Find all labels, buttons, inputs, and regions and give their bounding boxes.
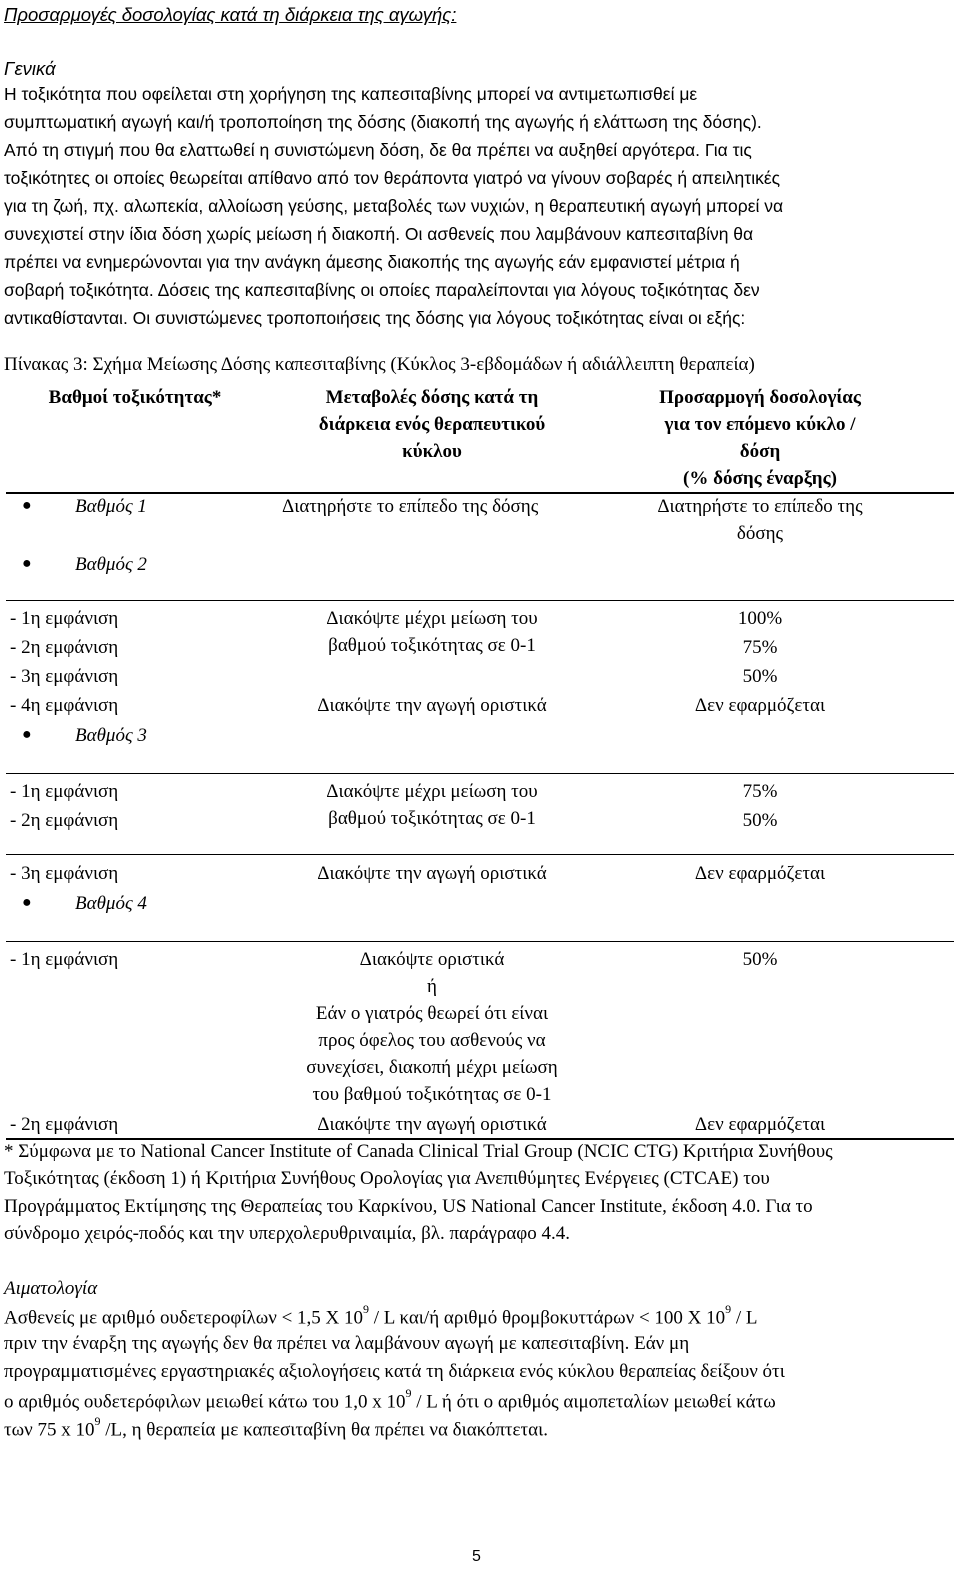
grade-4-change-line: προς όφελος του ασθενούς να bbox=[318, 1030, 546, 1051]
hematology-text: ο αριθμός ουδετερόφιλων μειωθεί κάτω του 1,0 x 10 bbox=[4, 1391, 406, 1413]
hematology-text: / L bbox=[731, 1307, 758, 1329]
hematology-text: / L ή ότι ο αριθμός αιμοπεταλίων μειωθεί κάτω bbox=[411, 1391, 776, 1413]
hematology-text: των 75 x 10 bbox=[4, 1419, 95, 1441]
footnote-line: Προγράμματος Εκτίμησης της Θεραπείας του Καρκίνου, US National Cancer Institute, έκδοση 4.0. Για το bbox=[4, 1196, 813, 1217]
header-dose-adjustment-line: Προσαρμογή δοσολογίας bbox=[659, 387, 861, 408]
general-line: Από τη στιγμή που θα ελαττωθεί η συνιστώμενη δόση, δε θα πρέπει να αυξηθεί αργότερα. Για τις bbox=[4, 140, 752, 160]
grade-3-label: Βαθμός 3 bbox=[75, 725, 147, 746]
footnote-line: * Σύμφωνα με το National Cancer Institute of Canada Clinical Trial Group (NCIC CTG) Κριτήρια Συνήθους bbox=[4, 1141, 833, 1162]
header-dose-change bbox=[282, 384, 582, 465]
general-line: τοξικότητες οι οποίες θεωρείται απίθανο από τον θεράποντα γιατρό να γίνουν σοβαρές ή απειλητικές bbox=[4, 168, 781, 188]
grade-2-change-stop: Διακόψτε την αγωγή οριστικά bbox=[317, 695, 547, 716]
grade-2-occurrence: - 1η εμφάνιση bbox=[10, 608, 119, 629]
superscript: 9 bbox=[405, 1386, 412, 1400]
footnote-line: σύνδρομο χειρός-ποδός και την υπερχολερυθριναιμία, βλ. παράγραφο 4.4. bbox=[4, 1223, 570, 1244]
grade-4-adjust: Δεν εφαρμόζεται bbox=[694, 1114, 826, 1135]
header-dose-adjustment-line: (% δόσης έναρξης) bbox=[683, 468, 837, 489]
general-subheading: Γενικά bbox=[4, 58, 56, 79]
grade-2-change-interrupt bbox=[282, 605, 582, 659]
grade-2-occurrence: - 4η εμφάνιση bbox=[10, 695, 119, 716]
grade-3-change-stop: Διακόψτε την αγωγή οριστικά bbox=[317, 863, 547, 884]
grade-1-label: Βαθμός 1 bbox=[75, 496, 147, 517]
page-number: 5 bbox=[472, 1548, 481, 1565]
header-dose-adjustment bbox=[610, 384, 910, 492]
superscript: 9 bbox=[94, 1414, 101, 1428]
grade-2-change-line: Διακόψτε μέχρι μείωση του bbox=[326, 608, 538, 629]
grade-3-adjust: 75% bbox=[742, 781, 778, 802]
grade-2-adjust: 100% bbox=[737, 608, 783, 629]
table-caption: Πίνακας 3: Σχήμα Μείωσης Δόσης καπεσιταβίνης (Κύκλος 3-εβδομάδων ή αδιάλλειπτη θεραπεία) bbox=[4, 354, 755, 375]
hematology-text: Ασθενείς με αριθμό ουδετεροφίλων < 1,5 X 10 bbox=[4, 1307, 364, 1329]
grade-1-adjust bbox=[620, 493, 900, 547]
grade-3-adjust: Δεν εφαρμόζεται bbox=[694, 863, 826, 884]
superscript: 9 bbox=[363, 1302, 370, 1316]
section-heading: Προσαρμογές δοσολογίας κατά τη διάρκεια της αγωγής: bbox=[4, 4, 457, 25]
grade-1-adjust-line: Διατηρήστε το επίπεδο της bbox=[657, 496, 863, 517]
grade-2-label: Βαθμός 2 bbox=[75, 554, 147, 575]
general-line: Η τοξικότητα που οφείλεται στη χορήγηση της καπεσιταβίνης μπορεί να αντιμετωπισθεί με bbox=[4, 84, 698, 104]
grade-4-change-line: Διακόψτε οριστικά bbox=[359, 949, 505, 970]
grade-3-change-interrupt bbox=[282, 778, 582, 832]
bullet-icon: ● bbox=[22, 555, 32, 572]
grade-4-change-line: συνεχίσει, διακοπή μέχρι μείωση bbox=[306, 1057, 558, 1078]
grade-3-adjust: 50% bbox=[742, 810, 778, 831]
grade-4-adjust: 50% bbox=[742, 949, 778, 970]
header-dose-change-line: κύκλου bbox=[402, 441, 462, 462]
grade-3-occurrence: - 2η εμφάνιση bbox=[10, 810, 119, 831]
grade-4-label: Βαθμός 4 bbox=[75, 893, 147, 914]
grade-1-adjust-line: δόσης bbox=[736, 523, 784, 544]
row-divider bbox=[6, 773, 954, 774]
general-line: συνεχιστεί στην ίδια δόση χωρίς μείωση ή διακοπή. Οι ασθενείς που λαμβάνουν καπεσιταβίνη θα bbox=[4, 224, 754, 244]
grade-4-change-line: ή bbox=[427, 976, 437, 997]
grade-2-occurrence: - 2η εμφάνιση bbox=[10, 637, 119, 658]
row-divider bbox=[6, 941, 954, 942]
grade-3-change-line: Διακόψτε μέχρι μείωση του bbox=[326, 781, 538, 802]
hematology-line bbox=[4, 1414, 548, 1441]
table-bottom-rule bbox=[6, 1138, 954, 1140]
grade-4-change-line: Εάν ο γιατρός θεωρεί ότι είναι bbox=[315, 1003, 549, 1024]
grade-1-change: Διατηρήστε το επίπεδο της δόσης bbox=[282, 496, 539, 517]
grade-2-adjust: 50% bbox=[742, 666, 778, 687]
grade-2-adjust: 75% bbox=[742, 637, 778, 658]
footnote-line: Τοξικότητας (έκδοση 1) ή Κριτήρια Συνήθους Ορολογίας για Ανεπιθύμητες Ενέργειες (CTCAE) του bbox=[4, 1168, 770, 1189]
grade-3-change-line: βαθμού τοξικότητας σε 0-1 bbox=[328, 808, 536, 829]
hematology-line bbox=[4, 1302, 758, 1329]
superscript: 9 bbox=[725, 1302, 732, 1316]
grade-2-adjust: Δεν εφαρμόζεται bbox=[694, 695, 826, 716]
header-dose-change-line: διάρκεια ενός θεραπευτικού bbox=[318, 414, 546, 435]
hematology-line: πριν την έναρξη της αγωγής δεν θα πρέπει να λαμβάνουν αγωγή με καπεσιταβίνη. Εάν μη bbox=[4, 1333, 690, 1354]
grade-4-change-line: του βαθμού τοξικότητας σε 0-1 bbox=[312, 1084, 552, 1105]
general-line: αντικαθίστανται. Οι συνιστώμενες τροποποιήσεις της δόσης για λόγους τοξικότητας είναι οι εξής: bbox=[4, 308, 746, 328]
general-line: συμπτωματική αγωγή και/ή τροποποίηση της δόσης (διακοπή της αγωγής ή ελάττωση της δόσης). bbox=[4, 112, 762, 132]
grade-4-occurrence: - 1η εμφάνιση bbox=[10, 949, 119, 970]
bullet-icon: ● bbox=[22, 497, 32, 514]
header-dose-adjustment-line: δόση bbox=[739, 441, 781, 462]
general-line: πρέπει να ενημερώνονται για την ανάγκη άμεσης διακοπής της αγωγής εάν εμφανιστεί μέτρια ή bbox=[4, 252, 740, 272]
general-line: για τη ζωή, πχ. αλωπεκία, αλλοίωση γεύσης, μεταβολές των νυχιών, η θεραπευτική αγωγή μπορεί να bbox=[4, 196, 784, 216]
general-line: σοβαρή τοξικότητα. Δόσεις της καπεσιταβίνης οι οποίες παραλείπονται για λόγους τοξικότητας δεν bbox=[4, 280, 760, 300]
grade-4-change-stop: Διακόψτε την αγωγή οριστικά bbox=[317, 1114, 547, 1135]
grade-2-change-line: βαθμού τοξικότητας σε 0-1 bbox=[328, 635, 536, 656]
row-divider bbox=[6, 854, 954, 855]
hematology-subheading: Αιματολογία bbox=[4, 1278, 98, 1299]
hematology-text: /L, η θεραπεία με καπεσιταβίνη θα πρέπει να διακόπτεται. bbox=[100, 1419, 548, 1441]
grade-4-occurrence: - 2η εμφάνιση bbox=[10, 1114, 119, 1135]
hematology-text: / L και/ή αριθμό θρομβοκυττάρων < 100 X 10 bbox=[369, 1307, 726, 1329]
hematology-line: προγραμματισμένες εργαστηριακές αξιολογήσεις κατά τη διάρκεια ενός κύκλου θεραπείας δείξουν ότι bbox=[4, 1361, 785, 1382]
header-dose-adjustment-line: για τον επόμενο κύκλο / bbox=[664, 414, 856, 435]
grade-3-occurrence: - 3η εμφάνιση bbox=[10, 863, 119, 884]
header-toxicity-grades: Βαθμοί τοξικότητας* bbox=[48, 387, 222, 408]
grade-4-change-first bbox=[282, 946, 582, 1108]
header-dose-change-line: Μεταβολές δόσης κατά τη bbox=[325, 387, 539, 408]
row-divider bbox=[6, 600, 954, 601]
hematology-line bbox=[4, 1386, 776, 1413]
bullet-icon: ● bbox=[22, 726, 32, 743]
bullet-icon: ● bbox=[22, 894, 32, 911]
grade-3-occurrence: - 1η εμφάνιση bbox=[10, 781, 119, 802]
grade-2-occurrence: - 3η εμφάνιση bbox=[10, 666, 119, 687]
